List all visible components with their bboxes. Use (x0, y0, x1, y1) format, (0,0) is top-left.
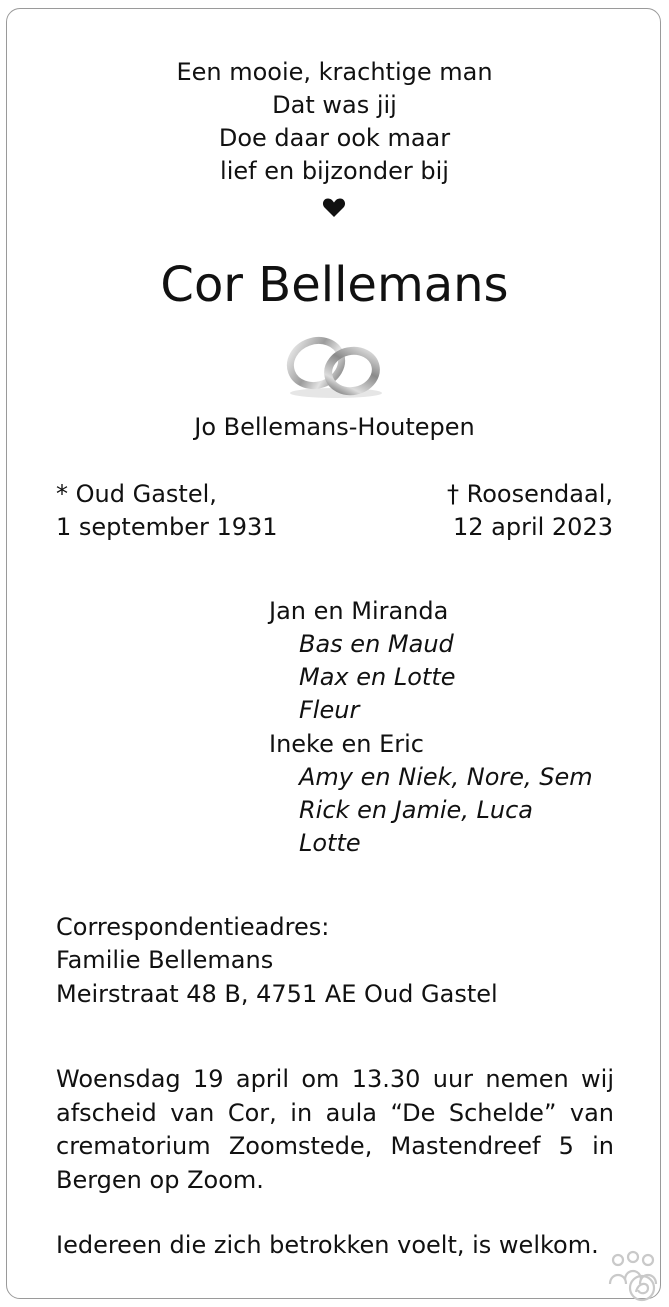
poem-line: Een mooie, krachtige man (176, 58, 493, 86)
birth-place: * Oud Gastel, (56, 480, 217, 508)
family-children: Rick en Jamie, Luca (299, 796, 534, 824)
family-parents: Jan en Miranda (269, 597, 449, 625)
family-children: Max en Lotte (299, 663, 456, 691)
family-parents: Ineke en Eric (269, 730, 424, 758)
death-place: † Roosendaal, (446, 480, 613, 508)
address-line: Familie Bellemans (56, 946, 274, 974)
people-logo-icon (604, 1248, 662, 1302)
poem-line: lief en bijzonder bij (220, 157, 449, 185)
welcome-text: Iedereen die zich betrokken voelt, is welkom. (56, 1231, 599, 1259)
heart-icon (322, 196, 346, 218)
partner-name: Jo Bellemans-Houtepen (194, 413, 475, 441)
ceremony-text: Woensdag 19 april om 13.30 uur nemen wij afscheid van Cor, in aula “De Schelde” van crematorium Zoomstede, Mastendreef 5 in Bergen op Zoom. (56, 1065, 614, 1194)
address-heading: Correspondentieadres: (56, 913, 330, 941)
poem-line: Doe daar ook maar (218, 124, 451, 152)
address-line: Meirstraat 48 B, 4751 AE Oud Gastel (56, 980, 498, 1008)
family-children: Amy en Niek, Nore, Sem (299, 763, 593, 791)
birth-date: 1 september 1931 (56, 513, 278, 541)
family-children: Bas en Maud (299, 630, 454, 658)
family-children: Lotte (299, 829, 361, 857)
deceased-name: Cor Bellemans (160, 257, 509, 313)
wedding-rings-icon (282, 333, 390, 399)
family-children: Fleur (299, 696, 360, 724)
death-date: 12 april 2023 (452, 513, 613, 541)
poem-line: Dat was jij (272, 91, 397, 119)
